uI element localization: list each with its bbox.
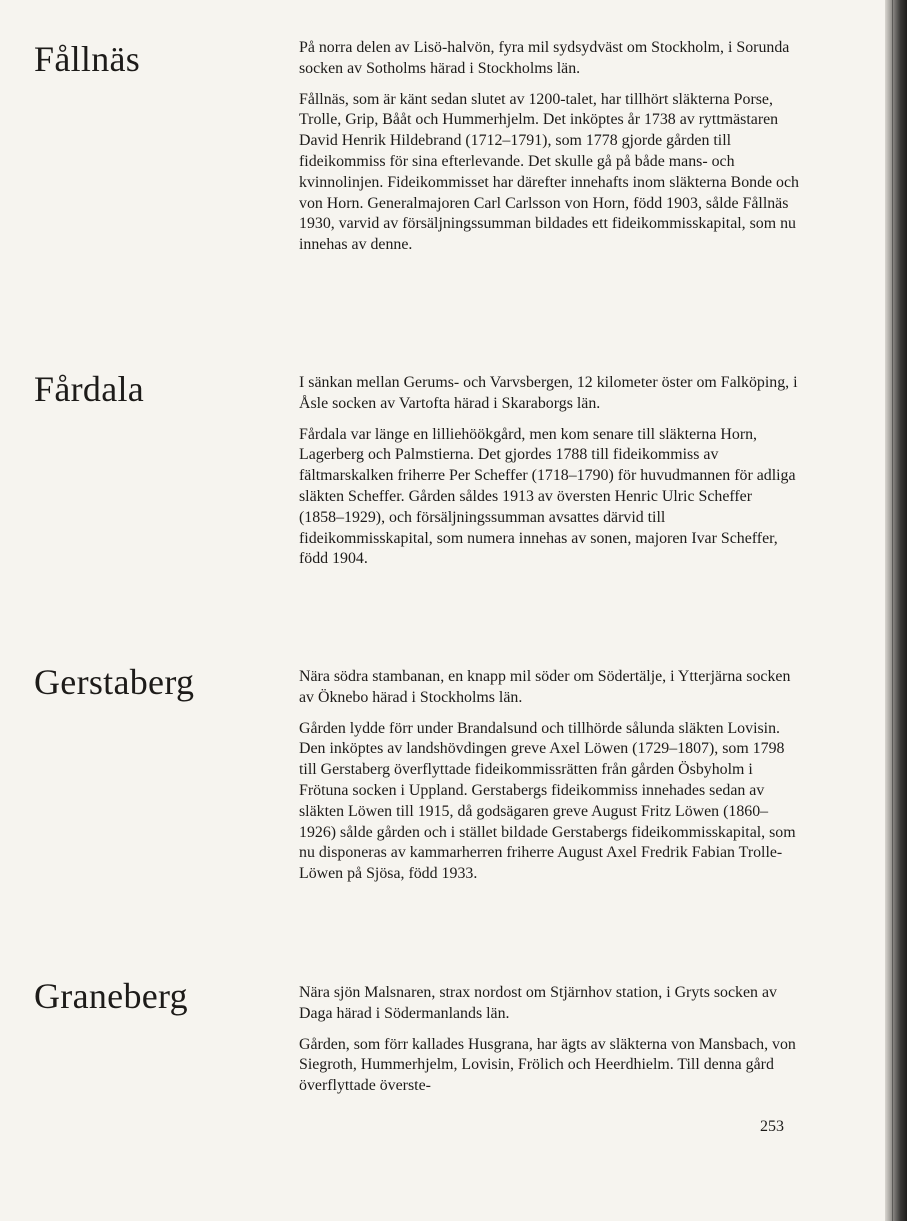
- page-number: 253: [760, 1118, 784, 1135]
- spine-edge: [892, 0, 893, 1221]
- entry-paragraph: Nära sjön Malsnaren, strax nordost om Stjärnhov station, i Gryts socken av Daga härad i Södermanlands län.: [299, 984, 777, 1022]
- entry-paragraph: I sänkan mellan Gerums- och Varvsbergen, 12 kilometer öster om Falköping, i Åsle socken av Vartofta härad i Skaraborgs län.: [299, 374, 798, 412]
- entry-paragraph: Fållnäs, som är känt sedan slutet av 1200-talet, har tillhört släkterna Porse, Trolle, Grip, Bååt och Hummerhjelm. Det inköptes år 1738 av ryttmästaren David Henrik Hildebrand (1712–1791), som 1778 gjorde gården till fideikommiss för sina efterlevande. Det skulle gå på både mans- och kvinnolinjen. Fideikommisset har därefter innehafts inom släkterna Bonde och von Horn. Generalmajoren Carl Carlsson von Horn, född 1903, sålde Fållnäs 1930, varvid av försäljningssumman bildades ett fideikommisskapital, som nu innehas av denne.: [299, 90, 799, 254]
- entry-paragraph: Fårdala var länge en lilliehöökgård, men kom senare till släkterna Horn, Lagerberg och Palmstierna. Det gjordes 1788 till fideikommiss av fältmarskalken friherre Per Scheffer (1718–1790) för huvudmannen för adliga släkten Scheffer. Gården såldes 1913 av översten Henric Ulric Scheffer (1858–1929), och försäljningssumman avsattes därvid till fideikommisskapital, som numera innehas av sonen, majoren Ivar Scheffer, född 1904.: [299, 425, 796, 568]
- entry-paragraph: Nära södra stambanan, en knapp mil söder om Södertälje, i Ytterjärna socken av Öknebo härad i Stockholms län.: [299, 668, 791, 706]
- entry-body: [299, 373, 799, 580]
- book-spine: [885, 0, 907, 1221]
- entry-body: [299, 667, 799, 895]
- entry-heading: Graneberg: [34, 976, 188, 1016]
- entry-paragraph: Gården, som förr kallades Husgrana, har ägts av släkterna von Mansbach, von Siegroth, Hummerhjelm, Lovisin, Frölich och Heerdhielm. Till denna gård överflyttade överste-: [299, 1035, 796, 1095]
- entry-heading: Fårdala: [34, 369, 145, 409]
- entry-heading: Gerstaberg: [34, 662, 195, 702]
- entry-paragraph: På norra delen av Lisö-halvön, fyra mil sydsydväst om Stockholm, i Sorunda socken av Sotholms härad i Stockholms län.: [299, 39, 790, 77]
- entry-body: [299, 38, 799, 266]
- entry-heading: Fållnäs: [34, 39, 141, 79]
- entry-paragraph: Gården lydde förr under Brandalsund och tillhörde sålunda släkten Lovisin. Den inköptes av landshövdingen greve Axel Löwen (1729–1807), som 1798 till Gerstaberg överflyttade fideikommissrätten från gården Ösbyholm i Frötuna socken i Uppland. Gerstabergs fideikommiss innehades sedan av släkten Löwen till 1915, då godsägaren greve August Fritz Löwen (1860–1926) sålde gården och i stället bildade Gerstabergs fideikommisskapital, som nu disponeras av kammarherren friherre August Axel Fredrik Fabian Trolle-Löwen på Sjösa, född 1933.: [299, 719, 796, 883]
- entry-body: [299, 983, 799, 1107]
